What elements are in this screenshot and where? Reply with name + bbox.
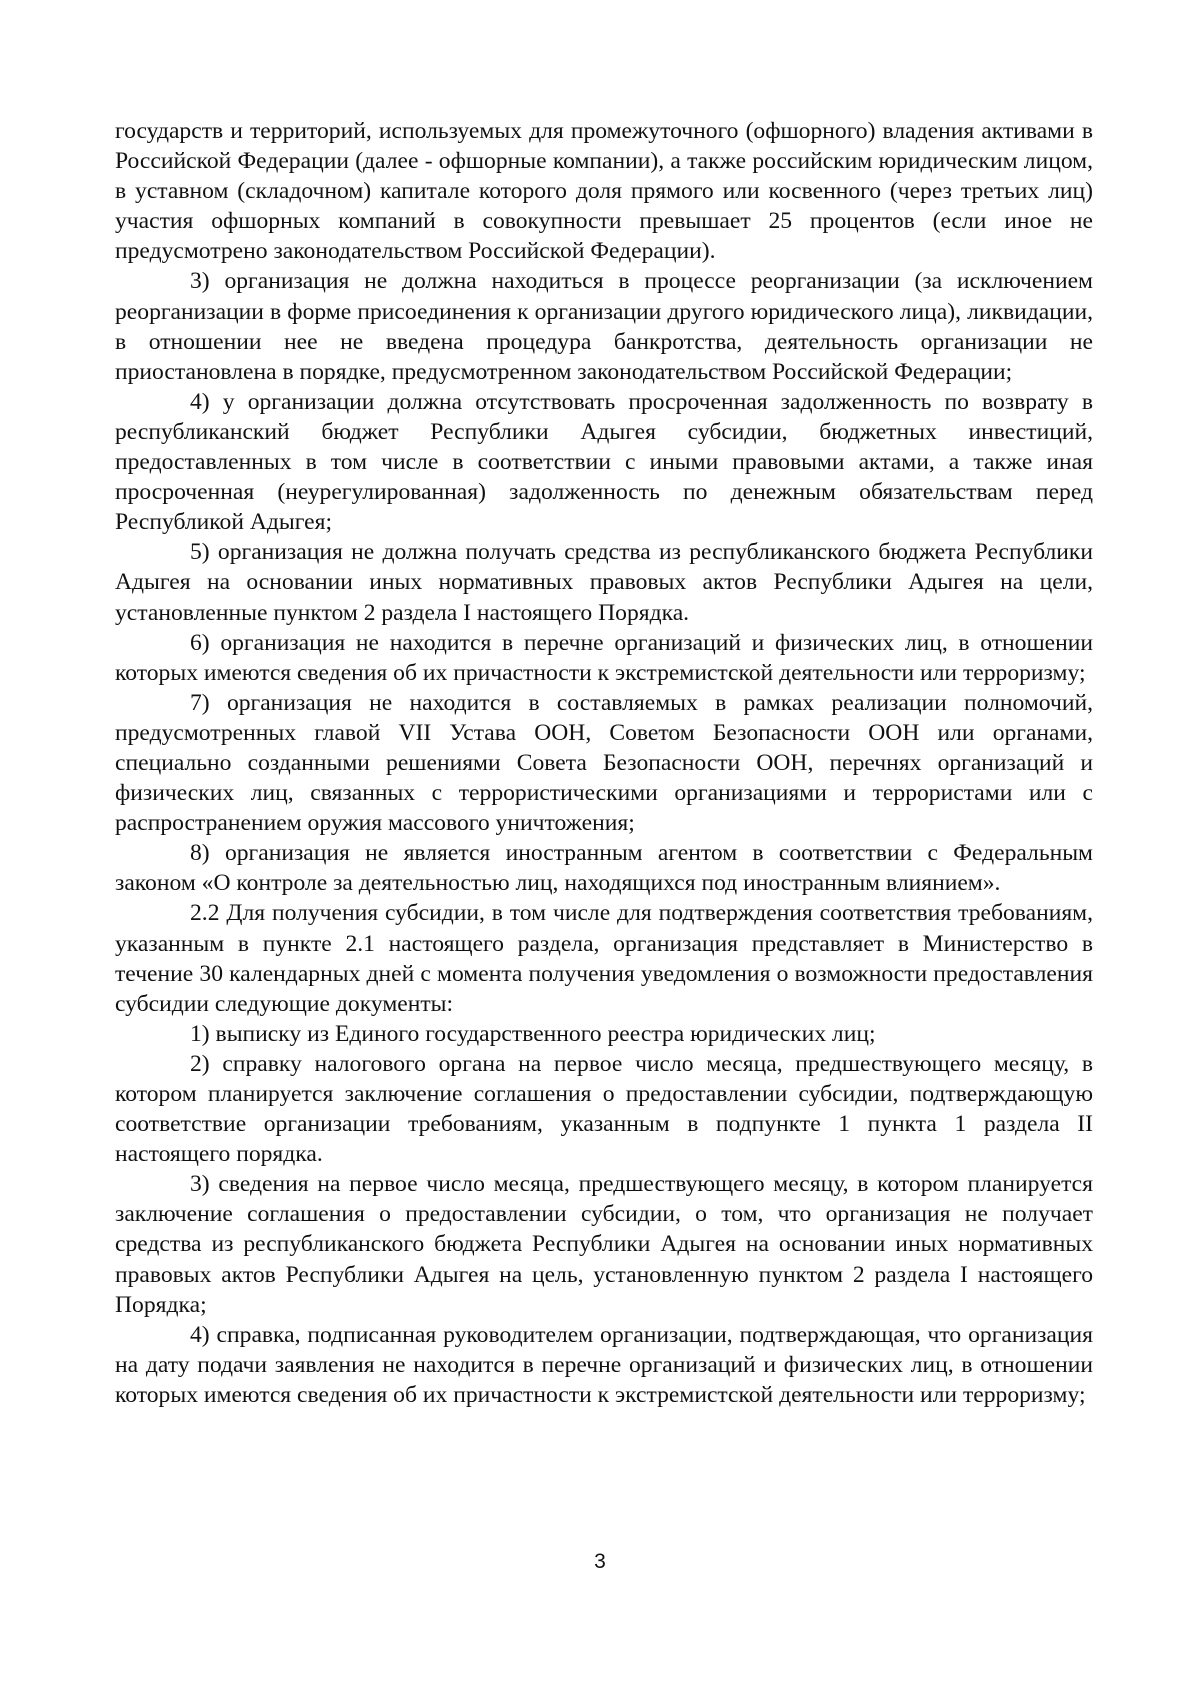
paragraph-doc-3: 3) сведения на первое число месяца, предшествующего месяцу, в котором планируется заключение соглашения о предоставлении субсидии, о том, что организация не получает средства из республиканского бюджета Республики Адыгея на основании иных нормативных правовых актов Республики Адыгея на цель, установленную пунктом 2 раздела I настоящего Порядка;	[115, 1171, 1093, 1318]
paragraph-item-6: 6) организация не находится в перечне организаций и физических лиц, в отношении которых имеются сведения об их причастности к экстремистской деятельности или терроризму;	[115, 629, 1093, 686]
paragraph-doc-1: 1) выписку из Единого государственного реестра юридических лиц;	[190, 1020, 876, 1047]
paragraph-item-7: 7) организация не находится в составляемых в рамках реализации полномочий, предусмотренных главой VII Устава ООН, Советом Безопасности ООН или органами, специально созданными решениями Совета Безопасности ООН, перечнях организаций и физических лиц, связанных с террористическими организациями и террористами или с распространением оружия массового уничтожения;	[115, 689, 1093, 837]
paragraph-item-5: 5) организация не должна получать средства из республиканского бюджета Республики Адыгея на основании иных нормативных правовых актов Республики Адыгея на цели, установленные пунктом 2 раздела I настоящего Порядка.	[115, 539, 1093, 626]
paragraph-doc-2: 2) справку налогового органа на первое число месяца, предшествующего месяцу, в котором планируется заключение соглашения о предоставлении субсидии, подтверждающую соответствие организации требованиям, указанным в подпункте 1 пункта 1 раздела II настоящего порядка.	[115, 1050, 1093, 1168]
paragraph-item-3: 3) организация не должна находиться в процессе реорганизации (за исключением реорганизации в форме присоединения к организации другого юридического лица), ликвидации, в отношении нее не введена процедура банкротства, деятельность организации не приостановлена в порядке, предусмотренном законодательством Российской Федерации;	[115, 268, 1093, 385]
paragraph-item-8: 8) организация не является иностранным агентом в соответствии с Федеральным законом «О контроле за деятельностью лиц, находящихся под иностранным влиянием».	[115, 840, 1093, 897]
document-body	[115, 116, 1093, 1410]
paragraph-section-2-2: 2.2 Для получения субсидии, в том числе для подтверждения соответствия требованиям, указанным в пункте 2.1 настоящего раздела, организация представляет в Министерство в течение 30 календарных дней с момента получения уведомления о возможности предоставления субсидии следующие документы:	[115, 900, 1093, 1017]
paragraph-continuation: государств и территорий, используемых для промежуточного (офшорного) владения активами в Российской Федерации (далее - офшорные компании), а также российским юридическим лицом, в уставном (складочном) капитале которого доля прямого или косвенного (через третьих лиц) участия офшорных компаний в совокупности превышает 25 процентов (если иное не предусмотрено законодательством Российской Федерации).	[115, 118, 1093, 265]
page-number: 3	[594, 1550, 606, 1573]
paragraph-item-4: 4) у организации должна отсутствовать просроченная задолженность по возврату в республиканский бюджет Республики Адыгея субсидии, бюджетных инвестиций, предоставленных в том числе в соответствии с иными правовыми актами, а также иная просроченная (неурегулированная) задолженность по денежным обязательствам перед Республикой Адыгея;	[115, 388, 1093, 536]
paragraph-doc-4: 4) справка, подписанная руководителем организации, подтверждающая, что организация на дату подачи заявления не находится в перечне организаций и физических лиц, в отношении которых имеются сведения об их причастности к экстремистской деятельности или терроризму;	[115, 1321, 1093, 1408]
